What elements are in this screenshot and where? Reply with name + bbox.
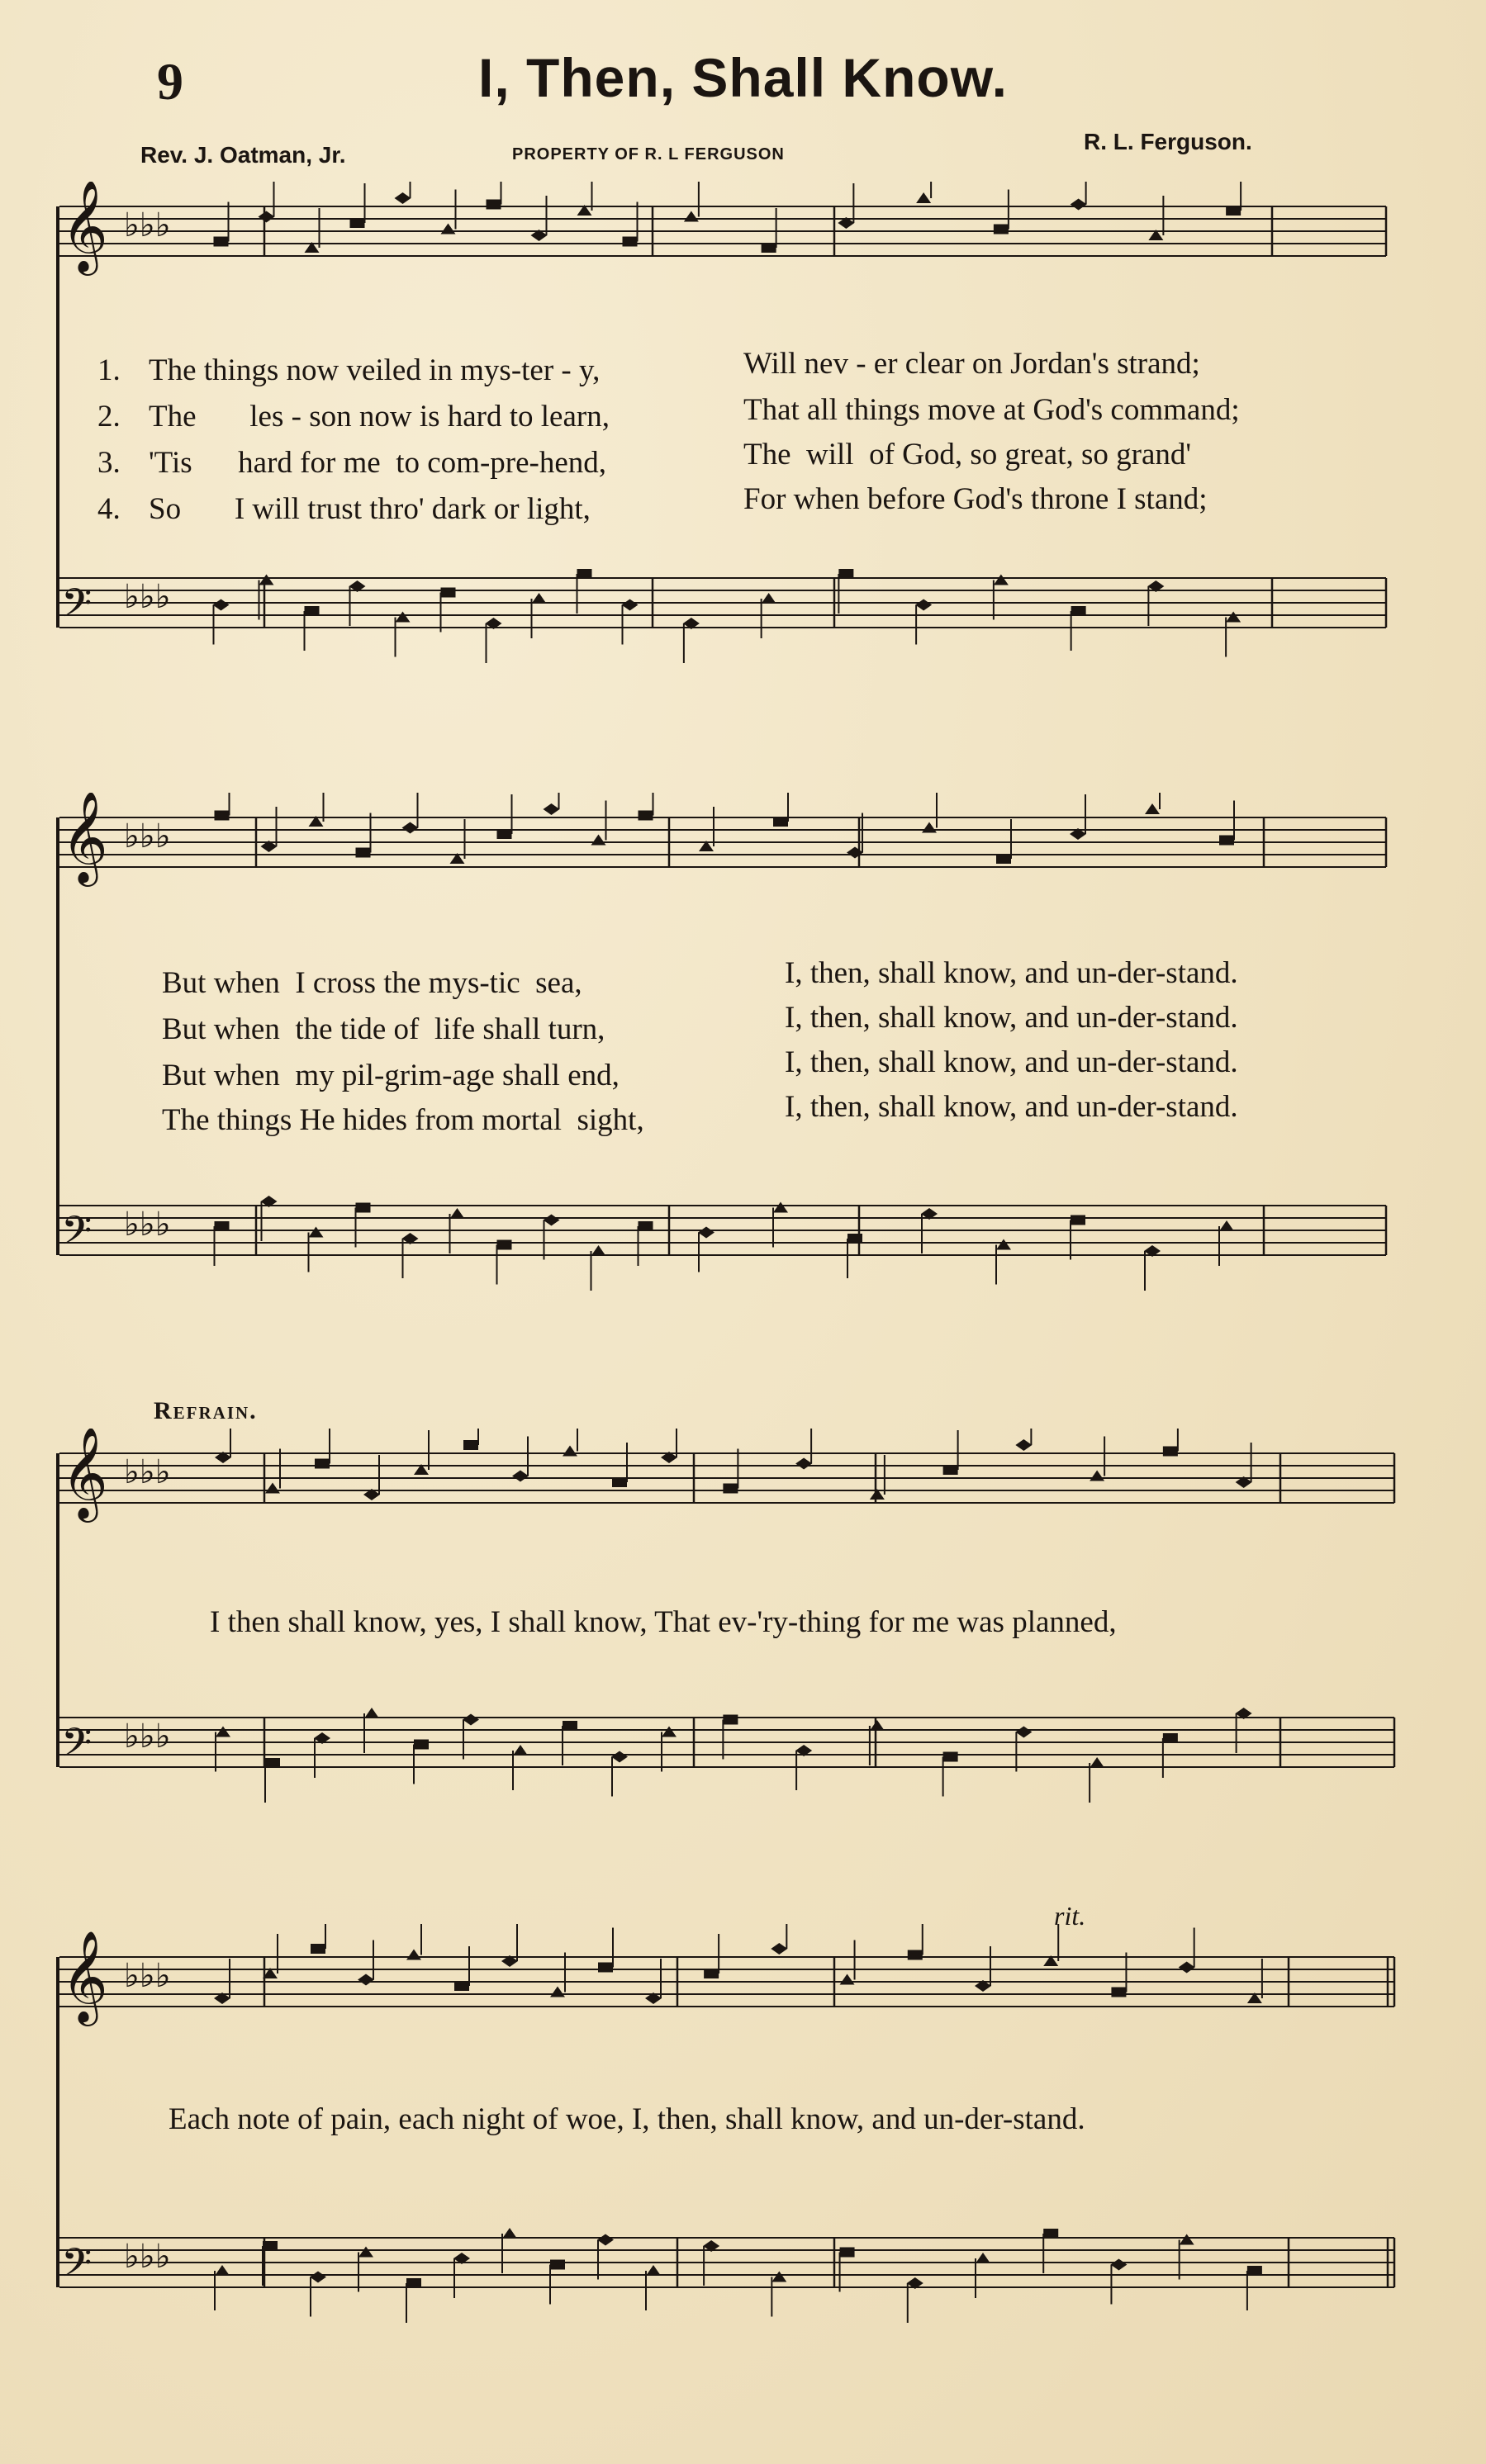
verse-3-line2b: I, then, shall know, and un-der-stand. [785, 1045, 1238, 1079]
verse-2-line1: The les - son now is hard to learn, [149, 400, 610, 434]
verse-4-line2: The things He hides from mortal sight, [162, 1103, 644, 1137]
verse-3-number: 3. [97, 446, 121, 480]
treble-1-voice-note-1 [259, 211, 275, 223]
verse-3-line1b: The will of God, so great, so grand' [743, 438, 1192, 471]
music-system-3 [0, 1429, 1486, 1858]
bass-2-voice-b-note-4 [996, 1239, 1011, 1250]
bass-1-voice-note-0 [213, 599, 230, 611]
bass-1-voice-b-note-7 [1226, 612, 1241, 623]
verse-2-line1b: That all things move at God's command; [743, 393, 1240, 427]
verse-4-number: 4. [97, 492, 121, 526]
bass-1-voice-b-note-1 [762, 593, 776, 604]
treble-3-voice-b-note-3 [943, 1465, 958, 1475]
music-system-4 [0, 1924, 1486, 2370]
treble-4-voice-note-3 [358, 1974, 374, 1986]
bass-3-voice-b-note-3 [943, 1752, 958, 1762]
bass-4-voice-b-note-6 [1110, 2259, 1127, 2271]
treble-4-voice-note-7 [550, 1987, 565, 1997]
bass-2-voice-b-note-1 [773, 1202, 788, 1213]
ritardando-marking: rit. [1054, 1901, 1086, 1931]
bass-2-voice-b-note-2 [847, 1234, 862, 1244]
hymn-title: I, Then, Shall Know. [478, 47, 1008, 108]
bass-clef-4: 𝄢 [61, 2239, 93, 2296]
bass-4-voice-b-note-1 [771, 2272, 786, 2282]
bass-2-voice-note-0 [215, 1221, 230, 1231]
bass-2-voice-note-5 [450, 1208, 465, 1219]
treble-4-voice-b-note-3 [908, 1950, 923, 1960]
bass-2-voice-note-9 [639, 1221, 653, 1231]
treble-4-voice-note-5 [454, 1981, 469, 1991]
treble-1-voice-note-9 [623, 237, 638, 247]
bass-2-voice-note-6 [497, 1240, 512, 1250]
bass-1-voice-note-4 [396, 612, 411, 623]
treble-4-voice-b-note-2 [840, 1974, 855, 1985]
bass-1-voice-b-note-2 [838, 569, 853, 579]
bass-staff-3 [59, 1718, 1394, 1767]
treble-2-voice-note-3 [356, 848, 371, 858]
treble-clef-4-key-signature: ♭♭♭ [124, 1957, 171, 1995]
treble-clef-3: 𝄞 [61, 1429, 108, 1519]
treble-1-voice-b-note-1 [762, 243, 776, 253]
refrain-label: Refrain. [154, 1397, 258, 1424]
bass-clef-4-key-signature: ♭♭♭ [124, 2238, 171, 2276]
refrain-line2: Each note of pain, each night of woe, I, then, shall know, and un-der-stand. [169, 2102, 1085, 2136]
bass-4-voice-note-9 [646, 2265, 661, 2276]
bass-4-voice-note-0 [215, 2265, 230, 2276]
bass-clef-1-key-signature: ♭♭♭ [124, 578, 171, 616]
bass-2-voice-b-note-7 [1219, 1220, 1234, 1231]
verse-3-line1: 'Tis hard for me to com-pre-hend, [149, 446, 607, 480]
treble-4-voice-b-note-1 [771, 1943, 787, 1955]
bass-2-voice-note-7 [544, 1215, 560, 1226]
treble-3-voice-note-1 [265, 1483, 280, 1494]
bass-3-voice-note-9 [662, 1727, 677, 1737]
verse-4-line1b: For when before God's throne I stand; [743, 482, 1208, 516]
verse-4-line2b: I, then, shall know, and un-der-stand. [785, 1090, 1238, 1124]
bass-2-voice-b-note-5 [1071, 1215, 1085, 1225]
bass-2-voice-note-3 [356, 1203, 371, 1213]
refrain-line1: I then shall know, yes, I shall know, That ev-'ry-thing for me was planned, [210, 1605, 1117, 1639]
bass-2-voice-b-note-0 [698, 1227, 715, 1239]
treble-2-voice-note-0 [215, 811, 230, 821]
treble-staff-1 [59, 206, 1386, 256]
treble-1-voice-note-6 [487, 200, 501, 210]
bass-4-voice-b-note-2 [840, 2248, 855, 2258]
treble-clef-1: 𝄞 [61, 182, 108, 272]
bass-1-voice-note-5 [441, 588, 456, 598]
bass-3-voice-note-5 [463, 1714, 479, 1726]
treble-1-voice-b-note-3 [916, 192, 931, 203]
treble-1-voice-b-note-0 [684, 211, 699, 222]
bass-3-voice-note-6 [513, 1745, 528, 1756]
copyright-notice: PROPERTY OF R. L FERGUSON [512, 145, 785, 163]
treble-1-voice-note-4 [395, 192, 411, 204]
bass-clef-3-key-signature: ♭♭♭ [124, 1718, 171, 1756]
bass-clef-2: 𝄢 [61, 1207, 93, 1263]
music-system-2 [0, 793, 1486, 1321]
treble-staff-2 [59, 817, 1386, 867]
treble-clef-2: 𝄞 [61, 793, 108, 883]
bass-4-voice-note-6 [502, 2228, 517, 2239]
treble-1-voice-note-0 [214, 237, 229, 247]
bass-1-voice-b-note-3 [915, 599, 932, 611]
verse-1-line2b: I, then, shall know, and un-der-stand. [785, 956, 1238, 990]
bass-1-voice-note-8 [577, 569, 592, 579]
treble-1-voice-note-5 [441, 224, 456, 235]
treble-2-voice-b-note-6 [1145, 803, 1160, 814]
treble-staff-3 [59, 1453, 1394, 1503]
bass-2-voice-note-8 [591, 1245, 606, 1256]
treble-2-voice-note-7 [544, 803, 560, 815]
page-number: 9 [157, 52, 183, 111]
bass-3-voice-b-note-2 [870, 1720, 885, 1731]
bass-1-voice-note-7 [532, 593, 547, 604]
bass-4-voice-note-4 [406, 2278, 421, 2288]
treble-3-voice-note-8 [612, 1477, 627, 1487]
treble-2-voice-note-8 [591, 835, 606, 846]
treble-2-voice-b-note-1 [773, 817, 788, 827]
bass-4-voice-note-2 [310, 2272, 326, 2283]
verse-1-number: 1. [97, 353, 121, 387]
bass-3-voice-note-1 [265, 1758, 280, 1768]
bass-1-voice-note-2 [305, 606, 320, 616]
treble-3-voice-b-note-1 [795, 1458, 812, 1470]
treble-clef-4: 𝄞 [61, 1930, 108, 2022]
verse-2-line2: But when the tide of life shall turn, [162, 1012, 605, 1046]
treble-4-voice-note-2 [311, 1944, 325, 1954]
treble-3-voice-note-5 [463, 1440, 478, 1450]
bass-3-voice-note-4 [414, 1740, 429, 1750]
bass-4-voice-note-7 [550, 2260, 565, 2270]
treble-1-voice-b-note-5 [1071, 199, 1087, 211]
treble-4-voice-note-4 [406, 1950, 421, 1960]
treble-clef-2-key-signature: ♭♭♭ [124, 817, 171, 855]
treble-2-voice-b-note-7 [1219, 836, 1234, 846]
treble-clef-3-key-signature: ♭♭♭ [124, 1453, 171, 1491]
verse-2-line2b: I, then, shall know, and un-der-stand. [785, 1001, 1238, 1035]
verse-1-line1: The things now veiled in mys-ter - y, [149, 353, 601, 387]
bass-3-voice-note-3 [364, 1708, 379, 1718]
treble-3-voice-b-note-5 [1090, 1471, 1104, 1481]
bass-3-voice-b-note-4 [1015, 1727, 1032, 1738]
verse-1-line2: But when I cross the mys-tic sea, [162, 966, 582, 1000]
bass-1-voice-b-note-5 [1071, 606, 1086, 616]
bass-4-voice-b-note-4 [976, 2253, 990, 2263]
bass-clef-3: 𝄢 [61, 1719, 93, 1775]
bass-staff-4 [59, 2238, 1394, 2287]
bass-1-voice-note-9 [622, 599, 639, 611]
bass-3-voice-b-note-6 [1163, 1733, 1178, 1743]
treble-3-voice-note-2 [315, 1459, 330, 1469]
bass-staff-2 [59, 1206, 1386, 1255]
treble-2-voice-note-6 [497, 829, 512, 839]
composer-credit: R. L. Ferguson. [1084, 129, 1252, 154]
bass-2-voice-note-2 [309, 1227, 324, 1238]
bass-1-voice-b-note-4 [994, 575, 1009, 585]
bass-4-voice-note-8 [597, 2234, 614, 2246]
treble-3-voice-note-7 [563, 1446, 577, 1457]
bass-3-voice-b-note-5 [1090, 1757, 1104, 1768]
treble-2-voice-b-note-2 [847, 847, 863, 859]
treble-4-voice-note-8 [598, 1963, 613, 1973]
bass-3-voice-note-7 [563, 1721, 577, 1731]
treble-4-voice-b-note-6 [1111, 1988, 1126, 1997]
lyricist-credit: Rev. J. Oatman, Jr. [140, 142, 346, 168]
treble-1-voice-note-3 [350, 218, 365, 228]
treble-3-voice-b-note-6 [1163, 1447, 1178, 1457]
treble-4-voice-b-note-7 [1179, 1962, 1195, 1974]
bass-4-voice-note-3 [358, 2247, 373, 2258]
bass-1-voice-note-1 [259, 575, 274, 585]
treble-2-voice-b-note-3 [922, 822, 937, 833]
verse-1-line1b: Will nev - er clear on Jordan's strand; [743, 347, 1200, 381]
treble-2-voice-note-9 [639, 811, 653, 821]
bass-3-voice-b-note-0 [723, 1715, 738, 1725]
bass-4-voice-b-note-8 [1247, 2266, 1262, 2276]
treble-1-voice-b-note-7 [1226, 206, 1241, 216]
verse-2-number: 2. [97, 400, 121, 434]
treble-2-voice-note-4 [402, 822, 419, 834]
verse-3-line2: But when my pil-grim-age shall end, [162, 1059, 620, 1092]
bass-clef-2-key-signature: ♭♭♭ [124, 1206, 171, 1244]
bass-3-voice-note-0 [216, 1727, 230, 1737]
bass-4-voice-b-note-5 [1043, 2229, 1058, 2239]
treble-2-voice-b-note-4 [996, 854, 1011, 864]
treble-3-voice-b-note-4 [1015, 1439, 1032, 1451]
bass-clef-1: 𝄢 [61, 580, 93, 636]
treble-clef-1-key-signature: ♭♭♭ [124, 206, 171, 244]
bass-4-voice-b-note-7 [1180, 2234, 1194, 2245]
verse-4-line1: So I will trust thro' dark or light, [149, 492, 591, 526]
bass-4-voice-note-1 [263, 2241, 278, 2251]
treble-1-voice-b-note-4 [994, 225, 1009, 235]
bass-3-voice-note-8 [611, 1751, 628, 1763]
treble-4-voice-b-note-0 [704, 1969, 719, 1978]
treble-3-voice-b-note-0 [723, 1484, 738, 1494]
treble-3-voice-note-6 [512, 1471, 529, 1482]
